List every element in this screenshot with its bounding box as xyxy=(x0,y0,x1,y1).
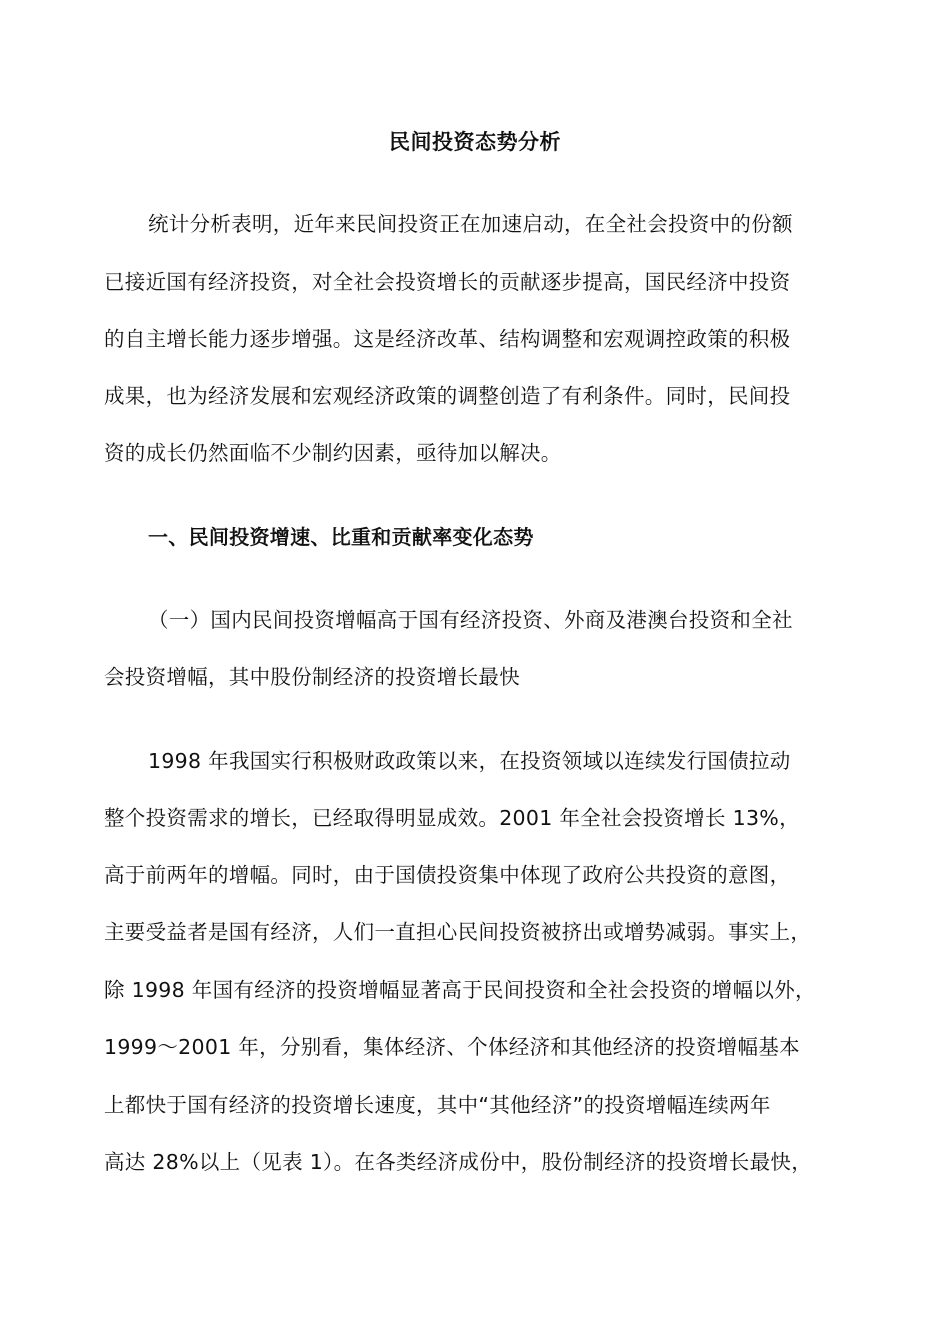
body-line-8: 高达 28%以上（见表 1）。在各类经济成份中，股份制经济的投资增长最快， xyxy=(104,1150,812,1174)
intro-line-2: 已接近国有经济投资，对全社会投资增长的贡献逐步提高，国民经济中投资 xyxy=(104,270,791,294)
subsection-line-2: 会投资增幅，其中股份制经济的投资增长最快 xyxy=(104,665,520,689)
intro-line-4: 成果，也为经济发展和宏观经济政策的调整创造了有利条件。同时，民间投 xyxy=(104,384,791,408)
intro-line-1: 统计分析表明，近年来民间投资正在加速启动，在全社会投资中的份额 xyxy=(148,212,793,236)
intro-line-5: 资的成长仍然面临不少制约因素，亟待加以解决。 xyxy=(104,441,562,465)
subsection-line-1: （一）国内民间投资增幅高于国有经济投资、外商及港澳台投资和全社 xyxy=(148,608,793,632)
body-line-1: 1998 年我国实行积极财政政策以来，在投资领域以连续发行国债拉动 xyxy=(148,749,791,773)
document-title: 民间投资态势分析 xyxy=(389,130,561,154)
body-line-2: 整个投资需求的增长，已经取得明显成效。2001 年全社会投资增长 13%， xyxy=(104,806,800,830)
section-heading: 一、民间投资增速、比重和贡献率变化态势 xyxy=(148,525,534,549)
body-line-4: 主要受益者是国有经济，人们一直担心民间投资被挤出或增势减弱。事实上， xyxy=(104,920,812,944)
body-line-7: 上都快于国有经济的投资增长速度，其中“其他经济”的投资增幅连续两年 xyxy=(104,1093,771,1117)
body-line-3: 高于前两年的增幅。同时，由于国债投资集中体现了政府公共投资的意图， xyxy=(104,863,791,887)
body-line-5: 除 1998 年国有经济的投资增幅显著高于民间投资和全社会投资的增幅以外， xyxy=(104,978,816,1002)
intro-line-3: 的自主增长能力逐步增强。这是经济改革、结构调整和宏观调控政策的积极 xyxy=(104,327,791,351)
body-line-6: 1999～2001 年，分别看，集体经济、个体经济和其他经济的投资增幅基本 xyxy=(104,1035,800,1059)
